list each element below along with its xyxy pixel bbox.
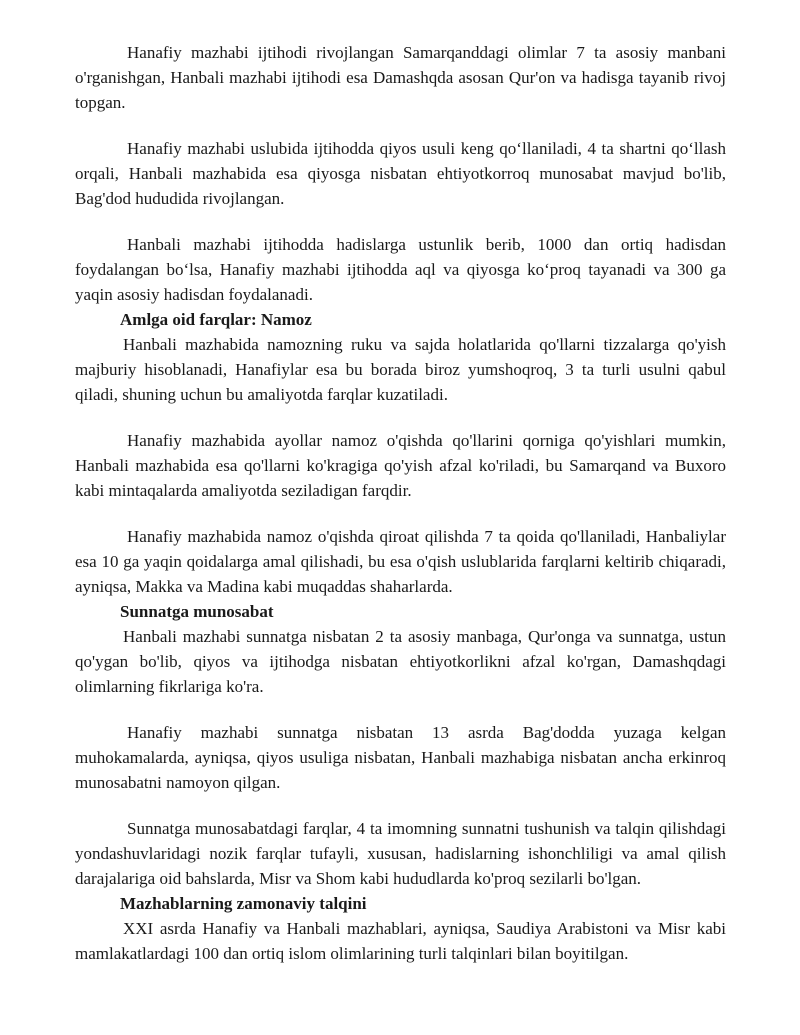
section-heading-sunnat: Sunnatga munosabat [120,602,274,621]
paragraph-modern-interpretation: XXI asrda Hanafiy va Hanbali mazhablari, ayniqsa, Saudiya Arabistoni va Misr kabi mamlakatlardagi 100 dan ortiq islom olimlarining turli talqinlari bilan boyitilgan. [75,919,726,963]
paragraph-qiroat: Hanafiy mazhabida namoz o'qishda qiroat qilishda 7 ta qoida qo'llaniladi, Hanbaliylar esa 10 ga yaqin qoidalarga amal qilishadi, bu esa o'qish uslublarida farqlarni keltirib chiqaradi, ayniqsa, Makka va Madina kabi muqaddas shaharlarda. [75,527,726,596]
paragraph-hanafi-sunnat: Hanafiy mazhabi sunnatga nisbatan 13 asrda Bag'dodda yuzaga kelgan muhokamalarda, ayniqsa, qiyos usuliga nisbatan, Hanbali mazhabiga nisbatan ancha erkinroq munosabatni namoyon qilgan. [75,723,726,792]
paragraph-hand-placement: Hanafiy mazhabida ayollar namoz o'qishda qo'llarini qorniga qo'yishlari mumkin, Hanbali mazhabida esa qo'llarni ko'kragiga qo'yish afzal ko'riladi, bu Samarqand va Buxoro kabi mintaqalarda amaliyotda seziladigan farqdir. [75,431,726,500]
paragraph-hanbali-sunnat: Hanbali mazhabi sunnatga nisbatan 2 ta asosiy manbaga, Qur'onga va sunnatga, ustun qo'ygan bo'lib, qiyos va ijtihodga nisbatan ehtiyotkorlikni afzal ko'rgan, Damashqdagi olimlarning fikrlariga ko'ra. [75,627,726,696]
document-page [75,40,726,966]
paragraph-sunnat-differences: Sunnatga munosabatdagi farqlar, 4 ta imomning sunnatni tushunish va talqin qilishdagi yondashuvlaridagi nozik farqlar tufayli, xususan, hadislarning ishonchliligi va amal qilish darajalariga oid bahslarda, Misr va Shom kabi hududlarda ko'proq sezilarli bo'lgan. [75,819,726,888]
paragraph-ijtihod-sources: Hanafiy mazhabi ijtihodi rivojlangan Samarqanddagi olimlar 7 ta asosiy manbani o'rganishgan, Hanbali mazhabi ijtihodi esa Damashqda asosan Qur'on va hadisga tayanib rivoj topgan. [75,43,726,112]
section-heading-modern: Mazhablarning zamonaviy talqini [120,894,367,913]
section-heading-namoz: Amlga oid farqlar: Namoz [120,310,312,329]
paragraph-hadith-usage: Hanbali mazhabi ijtihodda hadislarga ustunlik berib, 1000 dan ortiq hadisdan foydalangan bo‘lsa, Hanafiy mazhabi ijtihodda aql va qiyosga ko‘proq tayanadi va 300 ga yaqin asosiy hadisdan foydalanadi. [75,235,726,304]
paragraph-ruku-sajda: Hanbali mazhabida namozning ruku va sajda holatlarida qo'llarni tizzalarga qo'yish majburiy hisoblanadi, Hanafiylar esa bu borada biroz yumshoqroq, 3 ta turli usulni qabul qiladi, shuning uchun bu amaliyotda farqlar kuzatiladi. [75,335,726,404]
paragraph-qiyos-method: Hanafiy mazhabi uslubida ijtihodda qiyos usuli keng qo‘llaniladi, 4 ta shartni qo‘llash orqali, Hanbali mazhabida esa qiyosga nisbatan ehtiyotkorroq munosabat mavjud bo'lib, Bag'dod hududida rivojlangan. [75,139,726,208]
